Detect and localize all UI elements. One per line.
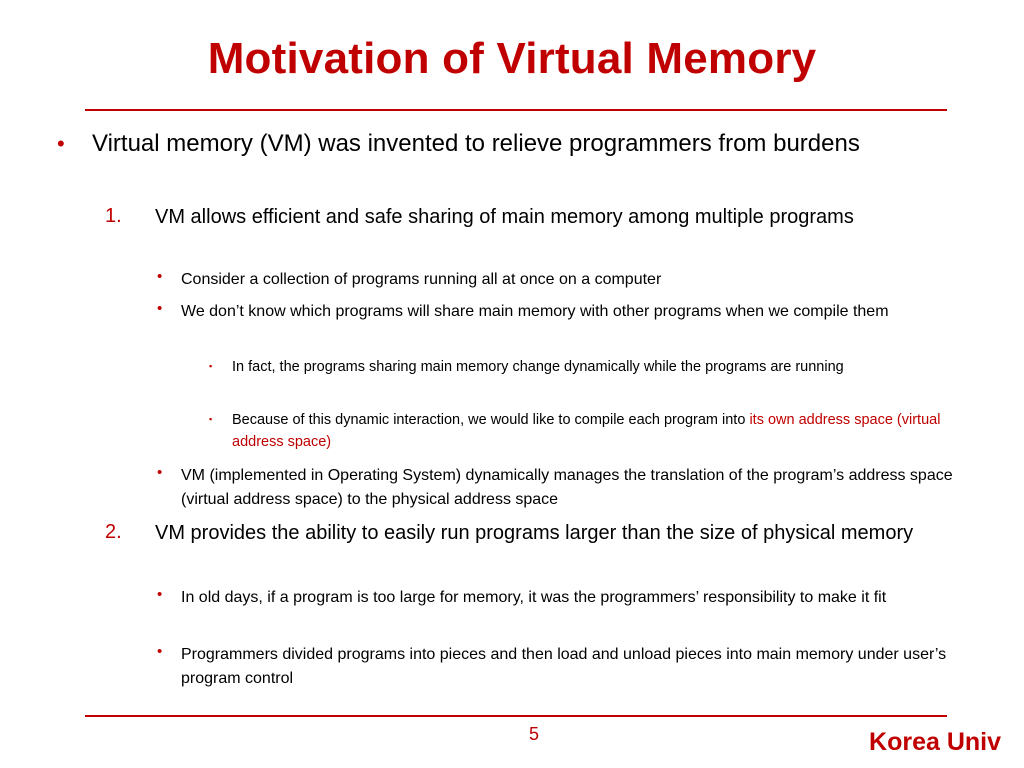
slide-title: Motivation of Virtual Memory [207,34,817,83]
page-number: 5 [528,724,539,744]
square-bullet-marker: ▪ [209,414,213,424]
highlighted-text: its own address space (virtual address space) [232,412,941,450]
bullet-marker: • [157,643,163,660]
bullet-marker: • [57,131,65,156]
sub-bullet-text: In old days, if a program is too large for memory, it was the programmers’ responsibility to make it fit [181,589,887,606]
sub-bullet-text: We don’t know which programs will share main memory with other programs when we compile them [181,303,889,320]
bullet-marker: • [157,300,163,317]
plain-text: Because of this dynamic interaction, we would like to compile each program into [232,412,750,428]
number-marker: 1. [105,205,122,227]
sub-sub-bullet-text [232,409,962,453]
sub-sub-bullet-text: In fact, the programs sharing main memory change dynamically while the programs are running [232,359,844,375]
footer-divider [85,715,947,717]
title-divider [85,109,947,111]
sub-bullet-text: VM (implemented in Operating System) dynamically manages the translation of the program’s address space (virtual address space) to the physical address space [181,467,953,508]
number-marker: 2. [105,521,122,543]
numbered-item-text: VM allows efficient and safe sharing of main memory among multiple programs [155,206,854,228]
sub-bullet-text: Programmers divided programs into pieces and then load and unload pieces into main memory under user’s program control [181,646,947,687]
bullet-marker: • [157,464,163,481]
bullet-marker: • [157,586,163,603]
sub-bullet-text: Consider a collection of programs running all at once on a computer [181,271,662,288]
bullet-text: Virtual memory (VM) was invented to relieve programmers from burdens [92,130,860,157]
brand-logo-text: Korea Univ [869,728,1001,756]
numbered-item-text: VM provides the ability to easily run programs larger than the size of physical memory [155,522,914,544]
bullet-marker: • [157,268,163,285]
square-bullet-marker: ▪ [209,361,213,371]
